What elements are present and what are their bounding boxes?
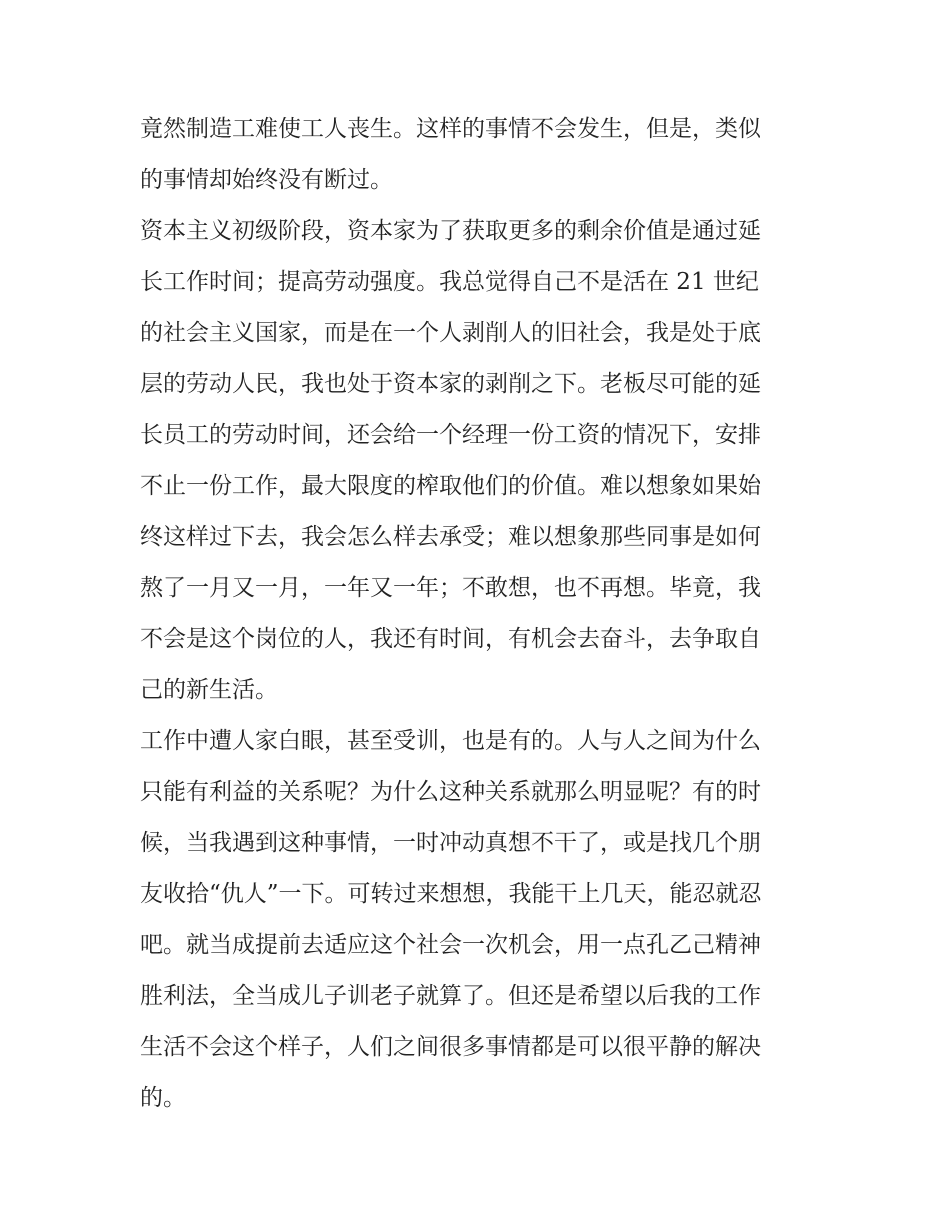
text-line: 长工作时间；提高劳动强度。我总觉得自己不是活在 21 世纪: [140, 269, 759, 295]
text-line: 生活不会这个样子，人们之间很多事情都是可以很平静的解决: [140, 1034, 761, 1060]
text-line: 候，当我遇到这种事情，一时冲动真想不干了，或是找几个朋: [140, 830, 761, 856]
text-line: 己的新生活。: [140, 677, 278, 703]
text-line: 不止一份工作，最大限度的榨取他们的价值。难以想象如果始: [140, 473, 761, 499]
text-line: 层的劳动人民，我也处于资本家的剥削之下。老板尽可能的延: [140, 371, 761, 397]
text-line: 资本主义初级阶段，资本家为了获取更多的剩余价值是通过延: [140, 218, 761, 244]
text-line: 终这样过下去，我会怎么样去承受；难以想象那些同事是如何: [140, 524, 761, 550]
text-line: 工作中遭人家白眼，甚至受训，也是有的。人与人之间为什么: [140, 728, 761, 754]
text-line: 只能有利益的关系呢？为什么这种关系就那么明显呢？有的时: [140, 779, 761, 805]
text-line: 的。: [140, 1085, 186, 1111]
text-line: 胜利法，全当成儿子训老子就算了。但还是希望以后我的工作: [140, 983, 761, 1009]
text-line: 长员工的劳动时间，还会给一个经理一份工资的情况下，安排: [140, 422, 761, 448]
paragraph: [140, 104, 820, 206]
paragraph: [140, 716, 820, 1124]
text-line: 的事情却始终没有断过。: [140, 167, 393, 193]
paragraph: [140, 206, 820, 716]
text-line: 熬了一月又一月，一年又一年；不敢想，也不再想。毕竟，我: [140, 575, 761, 601]
document-body: [140, 104, 820, 1124]
text-line: 不会是这个岗位的人，我还有时间，有机会去奋斗，去争取自: [140, 626, 761, 652]
text-line: 友收拾“仇人”一下。可转过来想想，我能干上几天，能忍就忍: [140, 881, 762, 907]
text-line: 的社会主义国家，而是在一个人剥削人的旧社会，我是处于底: [140, 320, 761, 346]
text-line: 竟然制造工难使工人丧生。这样的事情不会发生，但是，类似: [140, 116, 761, 142]
text-line: 吧。就当成提前去适应这个社会一次机会，用一点孔乙己精神: [140, 932, 761, 958]
